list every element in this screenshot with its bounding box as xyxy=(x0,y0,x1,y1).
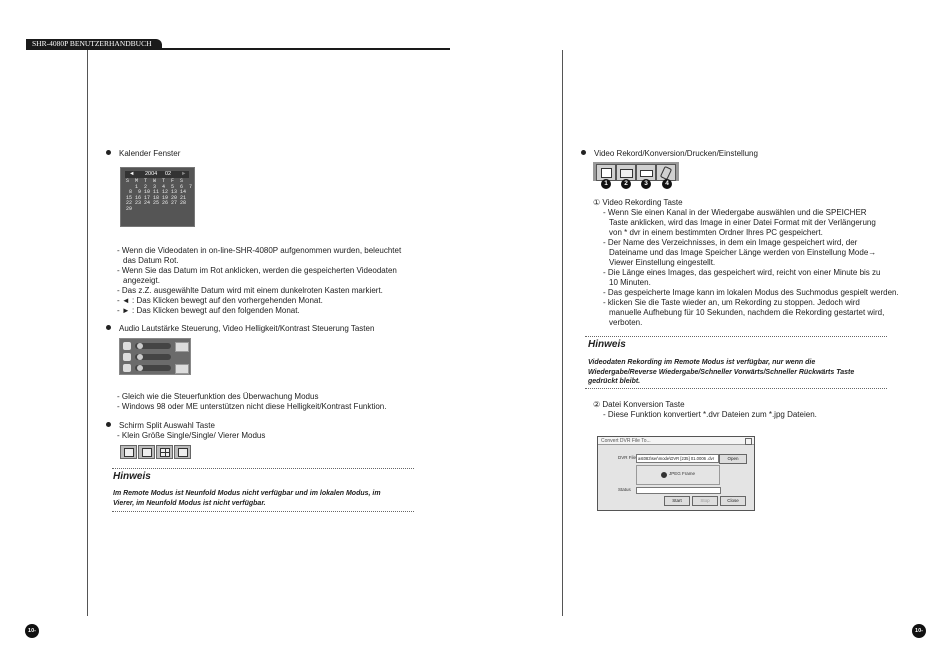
note-line: - Gleich wie die Steuerfunktion des Überwachung Modus xyxy=(117,392,319,401)
conv-line: - Diese Funktion konvertiert *.dvr Dateien zum *.jpg Dateien. xyxy=(603,410,817,419)
audio-video-control-panel xyxy=(119,338,191,375)
rec-line: - Die Länge eines Images, das gespeichert wird, reicht von einer Minute bis zu xyxy=(603,268,881,277)
speaker-icon xyxy=(123,342,131,350)
rec-line: - Der Name des Verzeichnisses, in dem ein Image gespeichert wird, der xyxy=(603,238,858,247)
slider-knob[interactable] xyxy=(137,343,143,349)
hinweis-divider xyxy=(112,468,414,469)
hinweis-line: gedrückt bleibt. xyxy=(588,378,641,385)
note-line: - Wenn die Videodaten in on-line-SHR-4080P aufgenommen wurden, beleuchtet xyxy=(117,246,402,255)
center-divider xyxy=(562,50,563,616)
close-icon[interactable] xyxy=(745,438,752,445)
calendar-heading: Kalender Fenster xyxy=(106,149,180,159)
rec-line: verboten. xyxy=(609,318,643,327)
wrench-icon xyxy=(660,166,672,180)
rec-line: - Das gespeicherte Image kann im lokalen Modus des Suchmodus gespielt werden. xyxy=(603,288,899,297)
split-single-icon xyxy=(142,448,152,457)
slider-knob[interactable] xyxy=(137,354,143,360)
left-hinweis-body xyxy=(113,489,381,508)
rekord-heading: Video Rekord/Konversion/Drucken/Einstellung xyxy=(581,149,758,159)
open-button[interactable]: Open xyxy=(719,454,747,464)
status-label: Status xyxy=(618,487,631,492)
hinweis-line: Vierer, im Neunfold Modus ist nicht verfügbar. xyxy=(113,499,266,507)
bullet-icon xyxy=(106,325,111,330)
rec-line: Dateiname und das Image Speicher Länge werden von Einstellung Mode→ xyxy=(609,248,877,257)
folder-icon xyxy=(620,169,633,178)
right-hinweis-title: Hinweis xyxy=(588,339,626,350)
save-icon xyxy=(601,168,612,178)
right-hinweis-body xyxy=(588,358,854,387)
left-margin-line xyxy=(87,50,88,616)
split-quad-button[interactable] xyxy=(156,445,173,459)
note-line: - Das z.Z. ausgewählte Datum wird mit einem dunkelroten Kasten markiert. xyxy=(117,286,383,295)
hinweis-divider xyxy=(585,336,887,337)
hinweis-line: Wiedergabe/Reverse Wiedergabe/Schneller Vorwärts/Schneller Rückwärts Taste xyxy=(588,368,855,376)
split-heading: Schirm Split Auswahl Taste xyxy=(106,421,215,431)
calendar-notes xyxy=(117,246,401,316)
split-single-button[interactable] xyxy=(138,445,155,459)
volume-row xyxy=(123,342,187,351)
radio-icon[interactable] xyxy=(661,472,667,478)
rec-description xyxy=(603,208,899,328)
split-nine-button[interactable] xyxy=(174,445,191,459)
conv-title: ② Datei Konversion Taste xyxy=(593,400,685,409)
bullet-icon xyxy=(106,150,111,155)
brightness-slider[interactable] xyxy=(135,354,171,360)
prev-month-icon[interactable]: ◄ xyxy=(129,171,135,177)
dvr-file-label: DVR File xyxy=(618,455,637,460)
jpeg-option-label: JPEG Frame xyxy=(669,471,696,476)
audio-heading: Audio Lautstärke Steuerung, Video Helligkeit/Kontrast Steuerung Tasten xyxy=(106,324,374,334)
note-line: - ► : Das Klicken bewegt auf den folgenden Monat. xyxy=(117,306,300,315)
hinweis-line: Videodaten Rekording im Remote Modus ist verfügbar, nur wenn die xyxy=(588,359,816,366)
note-line: - Wenn Sie das Datum im Rot anklicken, werden die gespeicherten Videodaten xyxy=(117,266,397,275)
right-page-number: 10-28 xyxy=(912,624,926,638)
start-button[interactable]: Start xyxy=(664,496,690,506)
brightness-icon xyxy=(123,353,131,361)
callout-1: 1 xyxy=(601,179,611,189)
rec-line: von * dvr in einem bestimmten Ordner Ihres PC gespeichert. xyxy=(609,228,823,237)
split-small-icon xyxy=(124,448,134,457)
contrast-row xyxy=(123,364,187,373)
split-nine-icon xyxy=(178,448,188,457)
volume-slider[interactable] xyxy=(135,343,171,349)
rec-line: 10 Minuten. xyxy=(609,278,651,287)
header-rule xyxy=(26,48,450,50)
callout-2: 2 xyxy=(621,179,631,189)
note-line: - Windows 98 oder ME unterstützen nicht diese Helligkeit/Kontrast Funktion. xyxy=(117,402,387,411)
printer-icon xyxy=(640,170,653,177)
rec-line: - klicken Sie die Taste wieder an, um Rekording zu stoppen. Jedoch wird xyxy=(603,298,860,307)
close-button[interactable]: Close xyxy=(720,496,746,506)
audio-notes xyxy=(117,392,386,412)
split-quad-icon xyxy=(160,448,170,457)
mute-button[interactable] xyxy=(175,342,189,352)
bullet-icon xyxy=(581,150,586,155)
calendar-widget[interactable] xyxy=(120,167,195,227)
note-line: das Datum Rot. xyxy=(123,256,179,265)
hinweis-divider xyxy=(112,511,414,512)
bullet-icon xyxy=(106,422,111,427)
left-hinweis-title: Hinweis xyxy=(113,471,151,482)
convert-dialog xyxy=(597,436,755,511)
rec-line: manuelle Aufhebung für 10 Sekunden, nachdem die Rekording gestartet wird, xyxy=(609,308,885,317)
rec-line: Viewer Einstellung eingestellt. xyxy=(609,258,716,267)
manual-header-tab: SHR-4080P BENUTZERHANDBUCH xyxy=(26,39,162,49)
hinweis-divider xyxy=(585,388,887,389)
contrast-icon xyxy=(123,364,131,372)
dvr-file-field[interactable]: ast083\ser\mode\DVR [235] 01.0006 .dvr xyxy=(636,454,719,463)
left-page-number: 10-27 xyxy=(25,624,39,638)
rec-title: ① Video Rekording Taste xyxy=(593,198,683,207)
status-bar xyxy=(636,487,721,494)
calendar-year: 2004 xyxy=(145,171,158,177)
hinweis-line: Im Remote Modus ist Neunfold Modus nicht verfügbar und im lokalen Modus, im xyxy=(113,490,381,497)
stop-button[interactable]: Stop xyxy=(692,496,718,506)
callout-4: 4 xyxy=(662,179,672,189)
brightness-row xyxy=(123,353,187,362)
calendar-header xyxy=(125,171,189,178)
contrast-slider[interactable] xyxy=(135,365,171,371)
calendar-days[interactable]: S M T W T F S 1 2 3 4 5 6 7 8 9 10 11 12 13 14 15 16 17 18 19 20 21 22 23 24 25 26 27 28 29 xyxy=(126,178,193,212)
note-line: angezeigt. xyxy=(123,276,160,285)
calendar-month: 02 xyxy=(165,171,172,177)
note-line: - ◄ : Das Klicken bewegt auf den vorhergehenden Monat. xyxy=(117,296,323,305)
rec-line: - Wenn Sie einen Kanal in der Wiedergabe auswählen und die SPEICHER xyxy=(603,208,867,217)
callout-3: 3 xyxy=(641,179,651,189)
format-group xyxy=(636,465,720,485)
slider-knob[interactable] xyxy=(137,365,143,371)
reset-button[interactable] xyxy=(175,364,189,374)
split-subtext: - Klein Größe Single/Single/ Vierer Modus xyxy=(117,431,266,440)
rec-line: Taste anklicken, wird das Image in einer Datei Format mit der Verlängerung xyxy=(609,218,876,227)
split-small-button[interactable] xyxy=(120,445,137,459)
dialog-title: Convert DVR File To... xyxy=(598,437,754,445)
next-month-icon[interactable]: ► xyxy=(181,171,187,177)
